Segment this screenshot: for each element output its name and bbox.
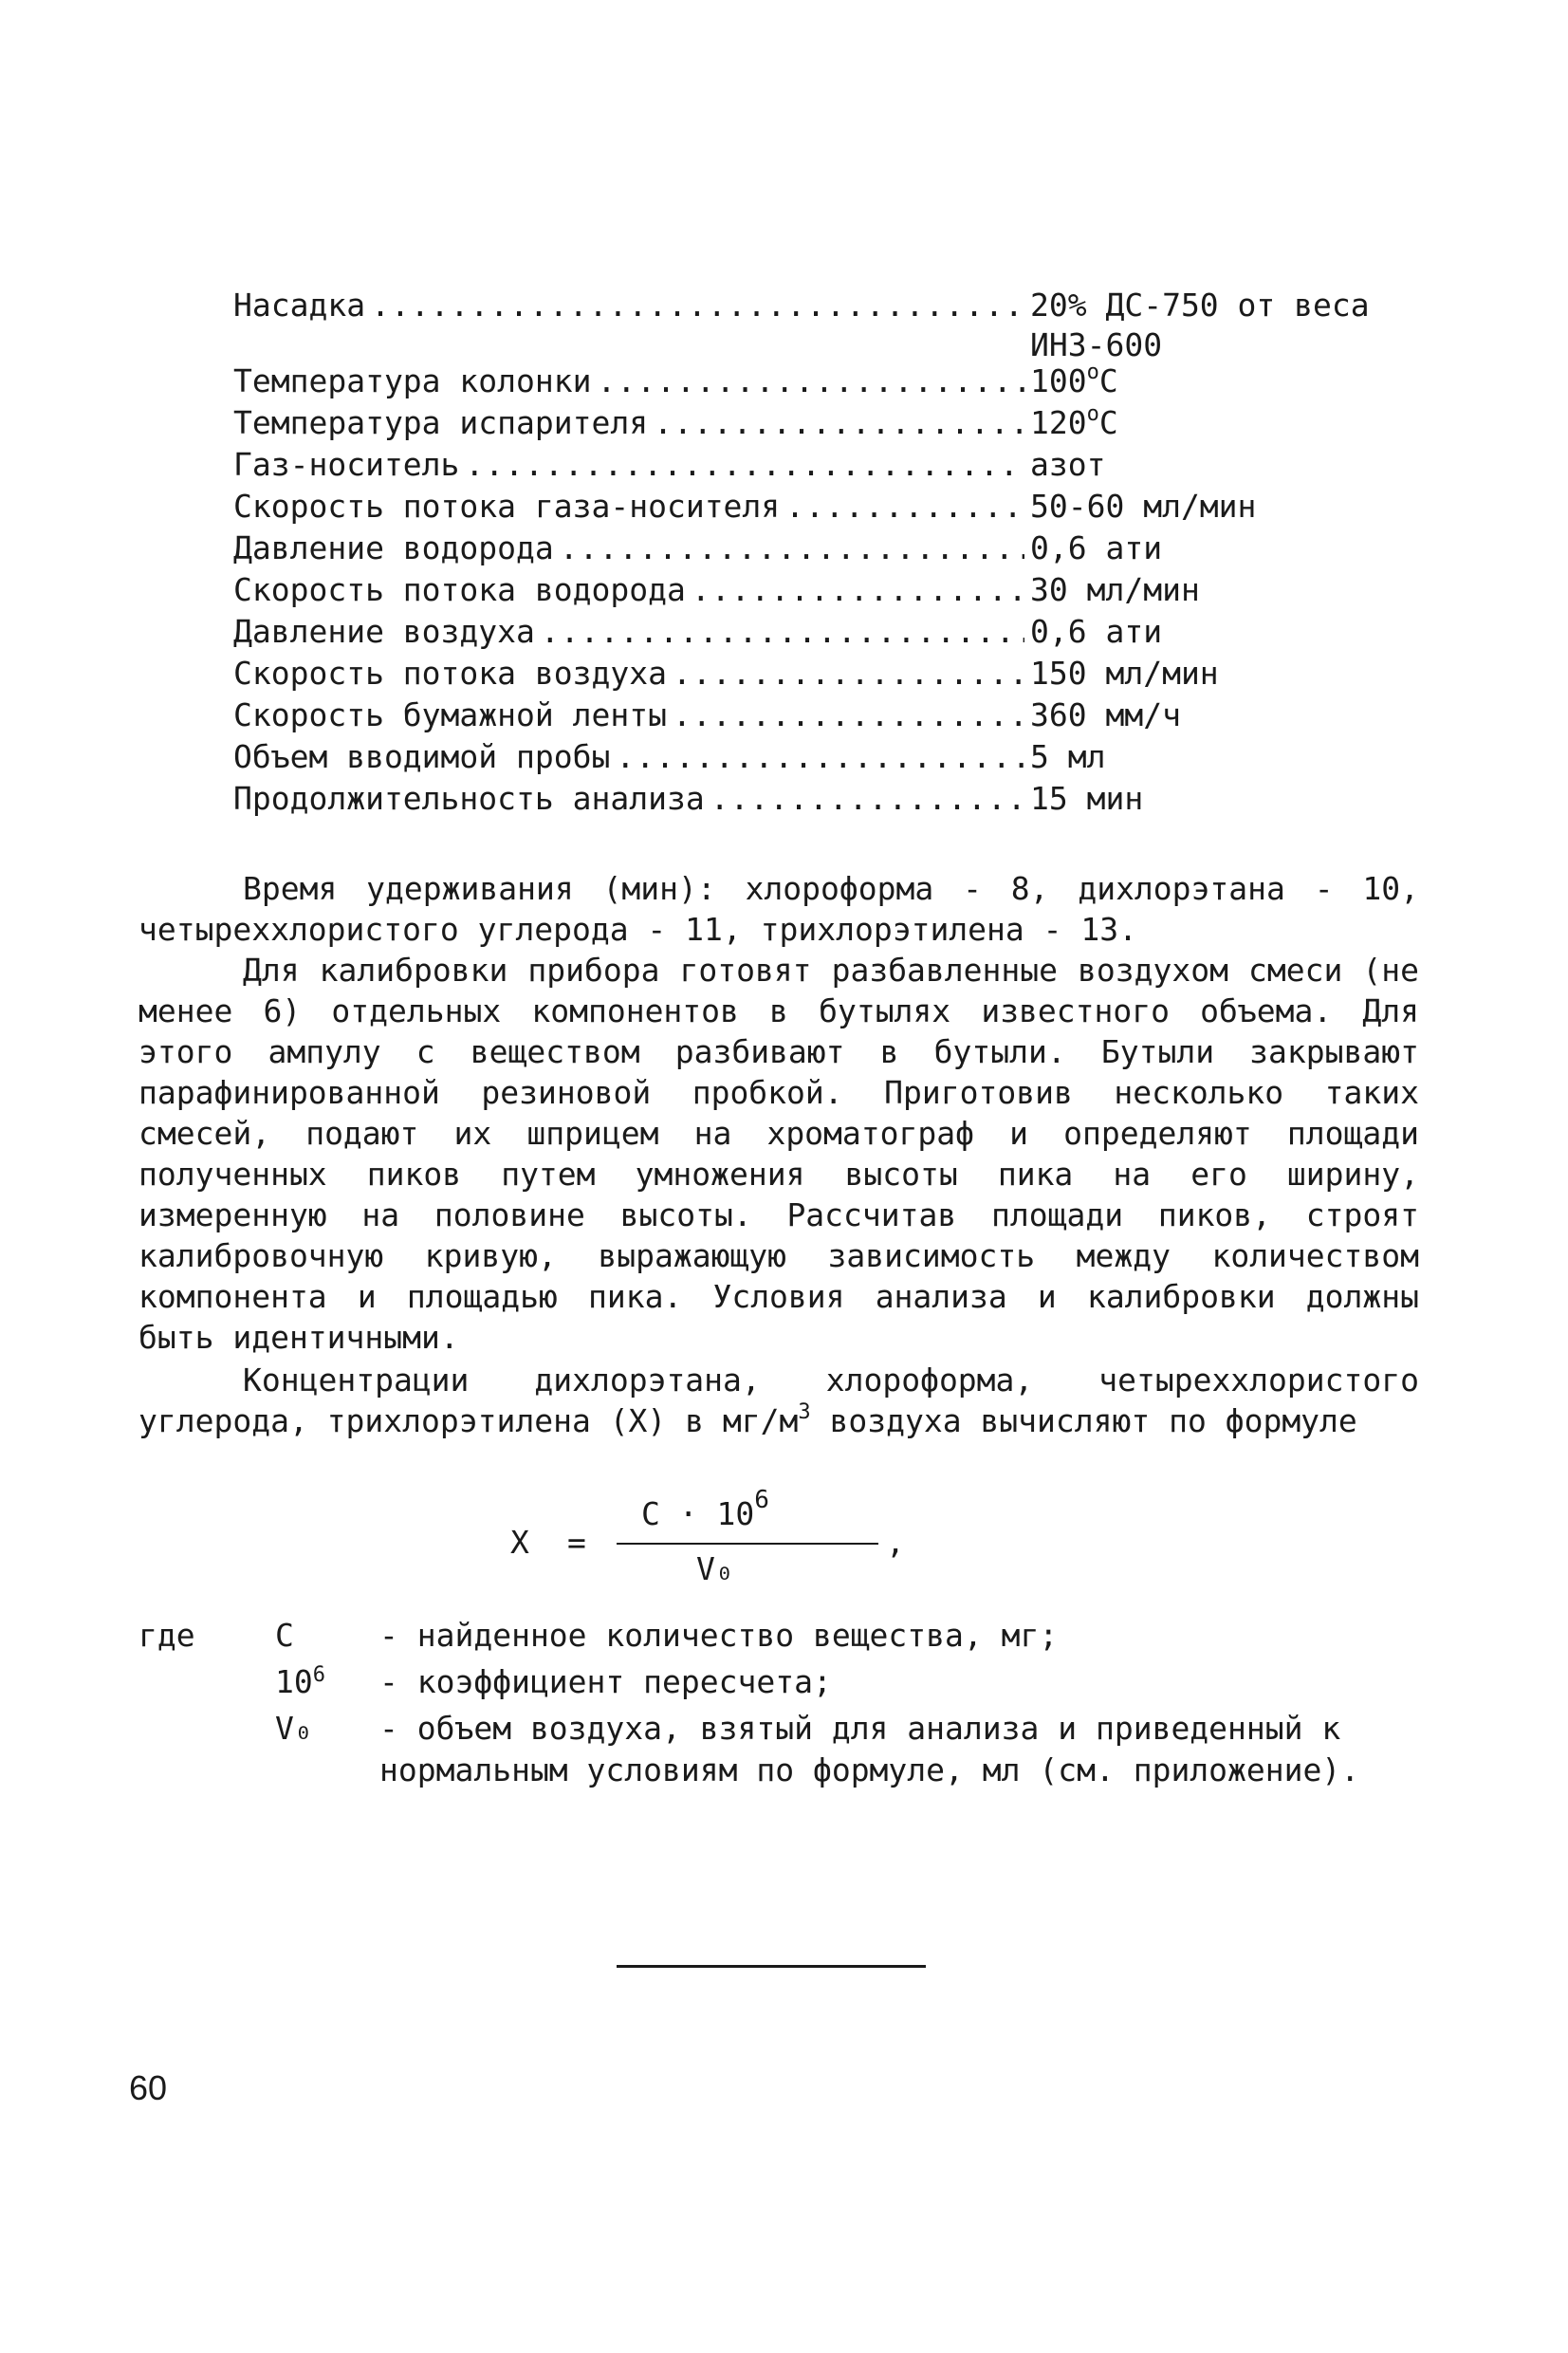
calibration-paragraph: Для калибровки прибора готовят разбавленные воздухом смеси (не менее 6) отдельных компонентов в бутылях известного объема. Для этого ампулу с веществом разбивают в бутыли. Бутыли закрывают парафинированной резиновой пробкой. Приготовив несколько таких смесей, подают их шприцем на хроматограф и определяют площади полученных пиков путем умножения высоты пика на его ширину, измеренную на половине высоты. Рассчитав площади пиков, строят калибровочную кривую, выражающую зависимость между количеством компонента и площадью пика. Условия анализа и калибровки должны быть идентичными. — [138, 952, 1419, 1356]
param-value: 120$^o$C — [1030, 402, 1118, 441]
param-label: Скорость потока воздуха — [233, 655, 667, 692]
param-row — [233, 778, 1410, 820]
param-row — [233, 285, 1410, 363]
leader-dots — [616, 736, 1024, 778]
legend-text: - объем воздуха, взятый для анализа и приведенный к нормальным условиям по формуле, мл (см. приложение). — [379, 1710, 1360, 1788]
legend-symbol: $10^6$ — [275, 1663, 325, 1700]
param-label: Объем вводимой пробы — [233, 738, 611, 775]
param-value: 5 мл — [1030, 738, 1106, 775]
leader-dots — [465, 444, 1024, 486]
param-value: 150 мл/мин — [1030, 655, 1219, 692]
formula-denominator: V₀ — [696, 1550, 734, 1587]
legend-symbol: V₀ — [275, 1710, 313, 1747]
parameters-table — [233, 285, 1410, 820]
page-number: 60 — [129, 2068, 168, 2107]
formula-lhs: X — [510, 1524, 529, 1561]
param-row — [233, 402, 1410, 444]
retention-paragraph: Время удерживания (мин): хлороформа - 8, дихлорэтана - 10, четыреххлористого углерода - 11, трихлорэтилена - 13. — [138, 870, 1419, 948]
footnote-rule — [617, 1965, 926, 1968]
leader-dots — [598, 361, 1025, 402]
param-label: Насадка — [233, 287, 366, 324]
legend-text: - найденное количество вещества, мг; — [379, 1617, 1059, 1654]
leader-dots — [692, 569, 1024, 611]
param-value: азот — [1030, 446, 1106, 483]
param-value: 100$^o$C — [1030, 361, 1118, 399]
param-value: 30 мл/мин — [1030, 571, 1200, 608]
param-row — [233, 611, 1410, 653]
param-row — [233, 695, 1410, 736]
legend-text: - коэффициент пересчета; — [379, 1663, 832, 1700]
param-row — [233, 653, 1410, 695]
formula-equals: = — [567, 1524, 586, 1561]
formula-legend — [138, 1615, 1429, 1791]
leader-dots — [785, 486, 1024, 528]
param-row — [233, 736, 1410, 778]
param-label: Давление водорода — [233, 529, 554, 566]
param-label: Давление воздуха — [233, 613, 535, 650]
param-value-continuation: ИНЗ-600 — [1030, 326, 1163, 363]
leader-dots — [541, 611, 1024, 653]
fraction-bar — [617, 1543, 878, 1545]
leader-dots — [560, 528, 1024, 569]
legend-row — [138, 1708, 1429, 1791]
leader-dots — [654, 402, 1024, 444]
formula-comma: , — [886, 1524, 905, 1561]
legend-where: где — [138, 1617, 195, 1654]
param-label: Температура колонки — [233, 362, 592, 399]
param-label: Продолжительность анализа — [233, 780, 705, 817]
param-label: Скорость потока газа-носителя — [233, 488, 781, 525]
param-row — [233, 528, 1410, 569]
param-value: 15 мин — [1030, 780, 1144, 817]
formula — [510, 1482, 909, 1596]
param-value: 20% ДС-750 от веса ИНЗ-600 — [1030, 285, 1410, 364]
param-value: 0,6 ати — [1030, 529, 1163, 566]
param-value: 0,6 ати — [1030, 613, 1163, 650]
concentration-paragraph: Концентрации дихлорэтана, хлороформа, четыреххлористого углерода, трихлорэтилена (X) в $мг/м^3$ воздуха вычисляют по формуле — [138, 1362, 1419, 1439]
param-row — [233, 486, 1410, 528]
formula-numerator: $C \cdot 10^6$ — [641, 1486, 769, 1532]
param-row — [233, 444, 1410, 486]
param-value: 360 мм/ч — [1030, 696, 1181, 733]
legend-symbol: C — [275, 1617, 294, 1654]
legend-row — [138, 1661, 1429, 1708]
param-value: 50-60 мл/мин — [1030, 488, 1257, 525]
param-row — [233, 361, 1410, 402]
leader-dots — [673, 653, 1024, 695]
param-label: Температура испарителя — [233, 404, 649, 441]
param-label: Газ-носитель — [233, 446, 460, 483]
leader-dots — [371, 285, 1024, 326]
param-row — [233, 569, 1410, 611]
param-label: Скорость бумажной ленты — [233, 696, 667, 733]
legend-row — [138, 1615, 1429, 1661]
param-label: Скорость потока водорода — [233, 571, 686, 608]
leader-dots — [673, 695, 1024, 736]
leader-dots — [710, 778, 1024, 820]
